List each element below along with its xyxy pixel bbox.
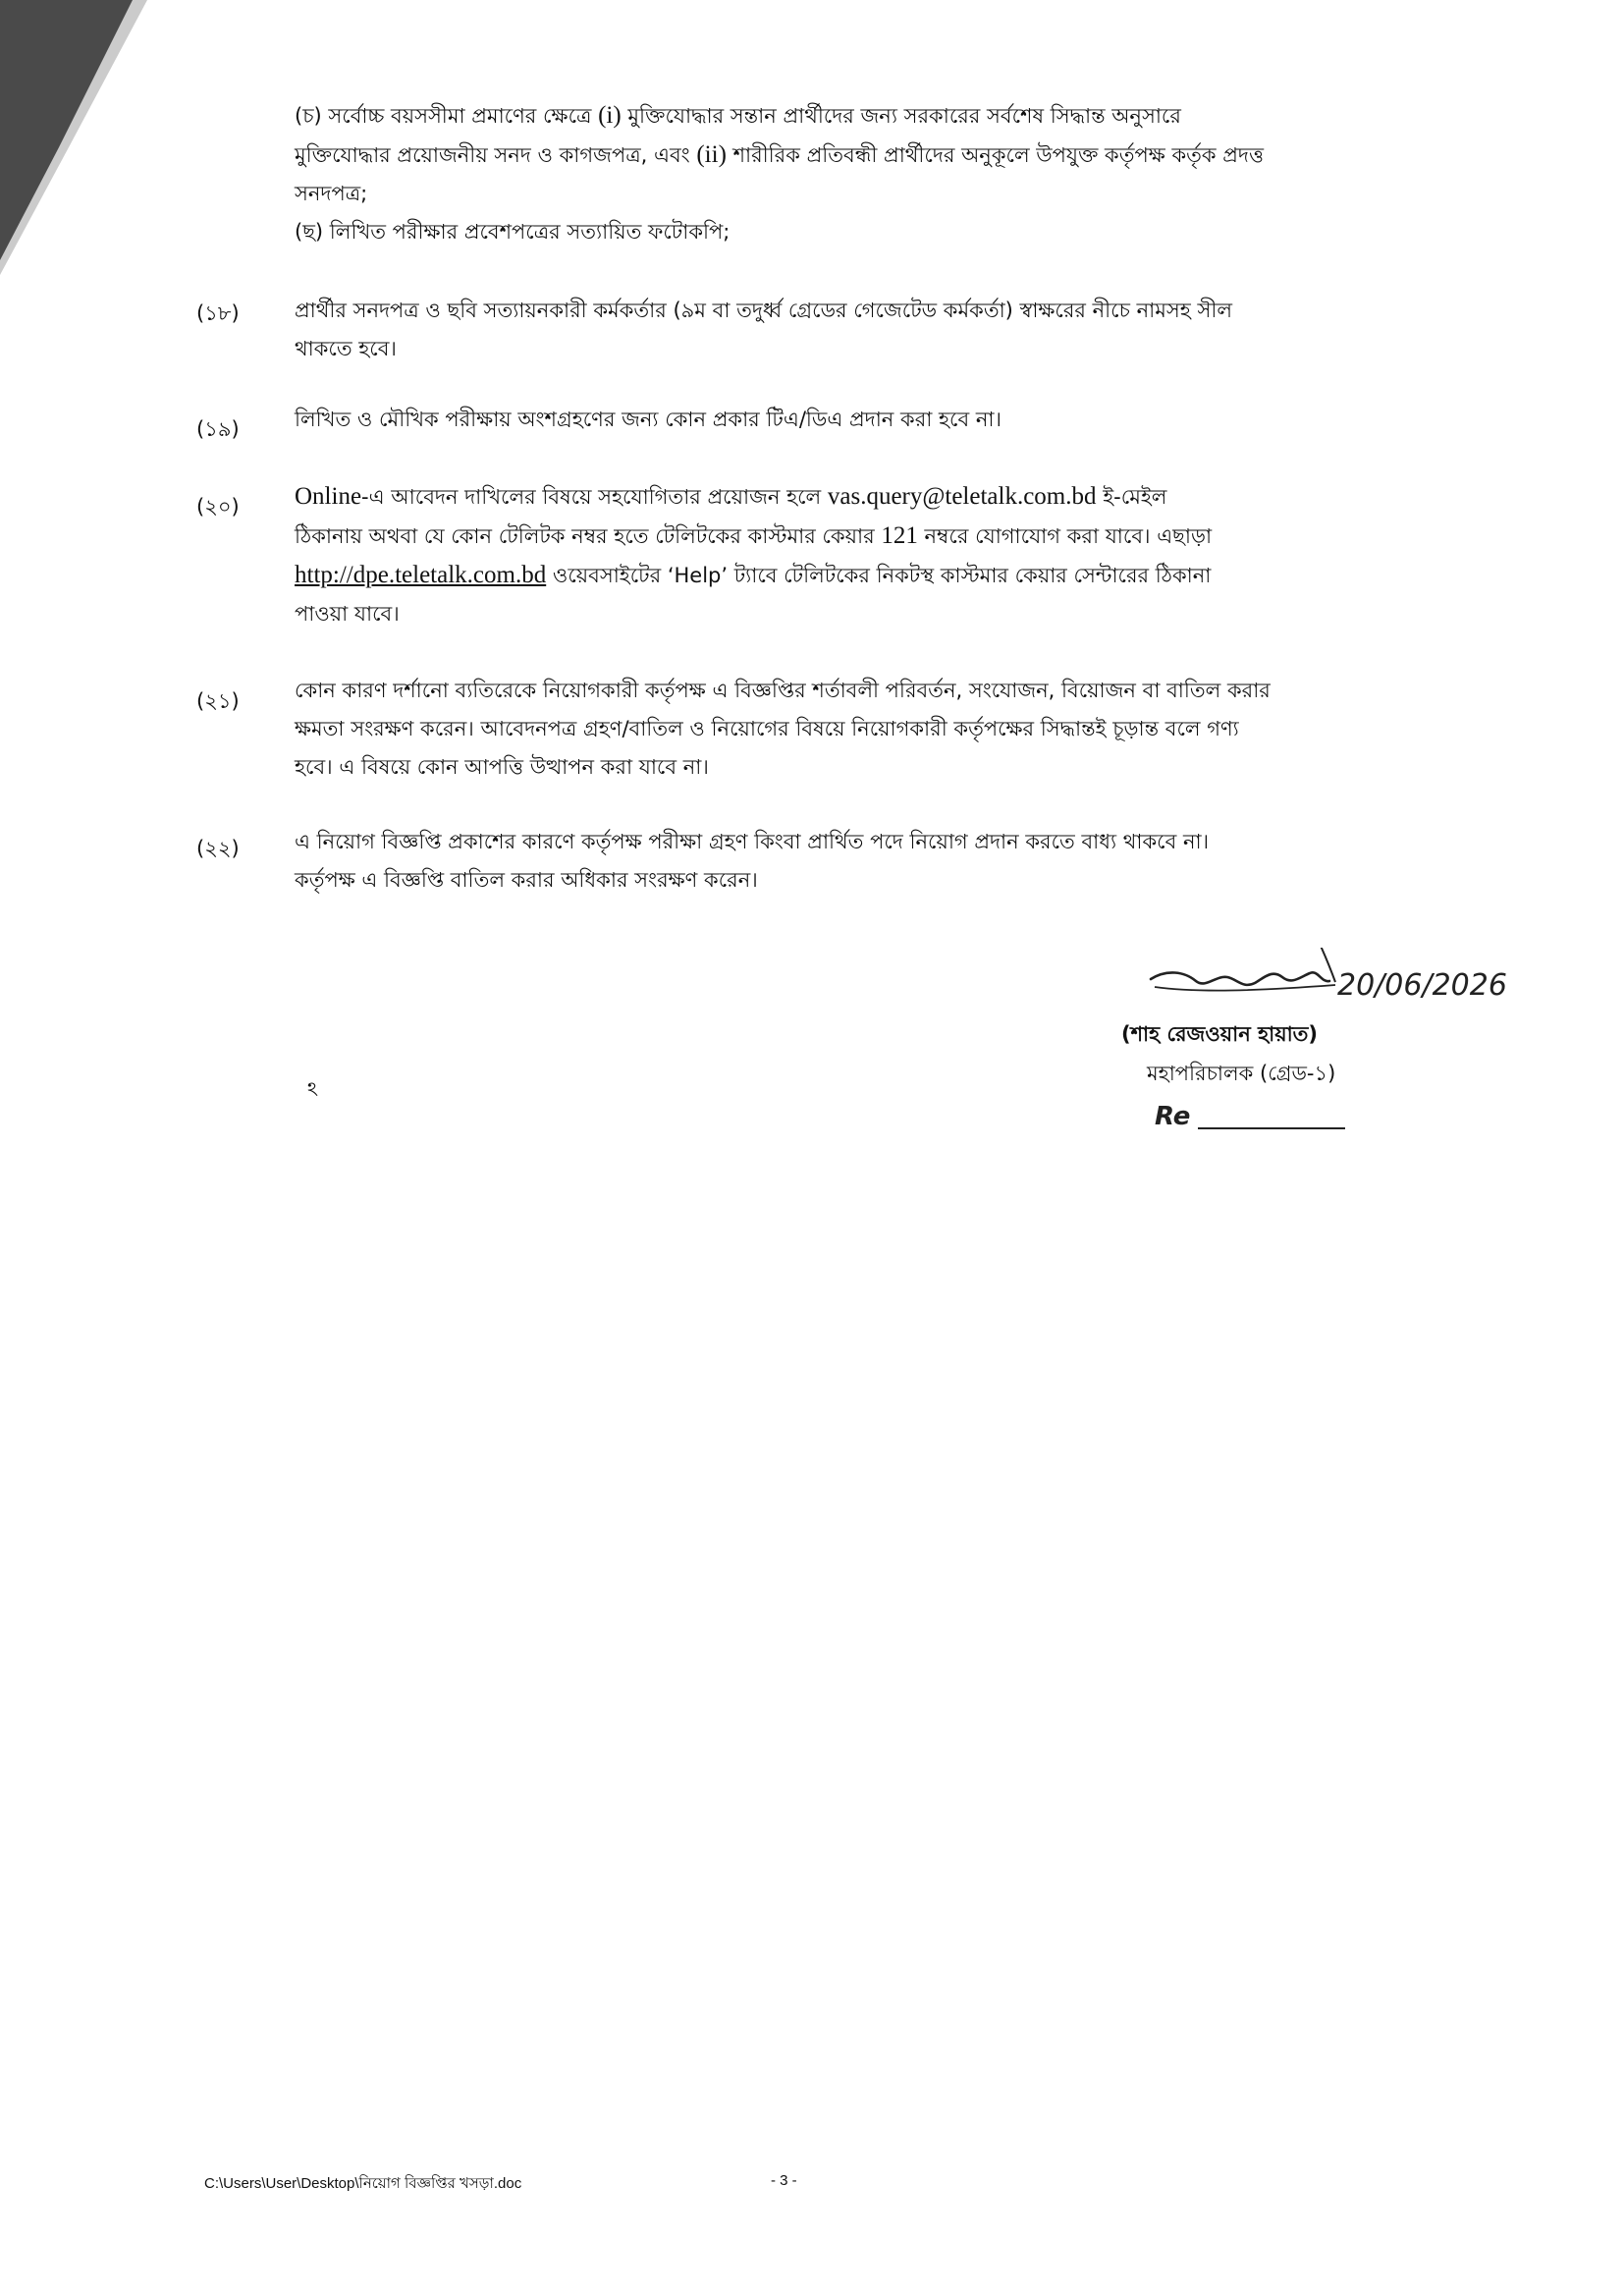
svg-text:Re: Re: [1155, 1102, 1191, 1131]
handwritten-initials: [1149, 1093, 1345, 1142]
clause-cha-line-1: (চ) সর্বোচ্চ বয়সসীমা প্রমাণের ক্ষেত্রে (i) মুক্তিযোদ্ধার সন্তান প্রার্থীদের জন্য সরকারের সর্বশেষ সিদ্ধান্ত অনুসারে: [295, 102, 1181, 129]
signature-date: 20/06/2026: [1337, 968, 1507, 1003]
item-number-22: (২২): [196, 837, 240, 860]
clause-cha-line-3: সনদপত্র;: [295, 182, 368, 205]
stray-mark: ঽ: [307, 1077, 318, 1101]
signature-block: [1090, 957, 1581, 1154]
clause-chha-line-1: (ছ) লিখিত পরীক্ষার প্রবেশপত্রের সত্যায়িত ফটোকপি;: [295, 220, 731, 244]
item-21-text: কোন কারণ দর্শানো ব্যতিরেকে নিয়োগকারী কর্তৃপক্ষ এ বিজ্ঞপ্তির শর্তাবলী পরিবর্তন, সংযোজন, বিয়োজন বা বাতিল করার ক্ষমতা সংরক্ষণ করেন। আবেদনপত্র গ্রহণ/বাতিল ও নিয়োগের বিষয়ে নিয়োগকারী কর্তৃপক্ষের সিদ্ধান্তই চূড়ান্ত বলে গণ্য হবে। এ বিষয়ে কোন আপত্তি উত্থাপন করা যাবে না।: [295, 679, 1271, 779]
clause-cha: [295, 96, 1463, 251]
footer-page-number: - 3 -: [771, 2172, 797, 2189]
item-20-text: Online-এ আবেদন দাখিলের বিষয়ে সহযোগিতার প্রয়োজন হলে vas.query@teletalk.com.bd ই-মেইল ঠিকানায় অথবা যে কোন টেলিটক নম্বর হতে টেলিটকের কাস্টমার কেয়ার 121 নম্বরে যোগাযোগ করা যাবে। এছাড়া http://dpe.teletalk.com.bd ওয়েবসাইটের ‘Help’ ট্যাবে টেলিটকের নিকটস্থ কাস্টমার কেয়ার সেন্টারের ঠিকানা পাওয়া যাবে।: [295, 483, 1213, 626]
dpe-teletalk-link[interactable]: http://dpe.teletalk.com.bd: [295, 562, 547, 588]
item-number-19: (১৯): [196, 417, 240, 441]
clause-cha-line-2: মুক্তিযোদ্ধার প্রয়োজনীয় সনদ ও কাগজপত্র, এবং (ii) শারীরিক প্রতিবন্ধী প্রার্থীদের অনুকূলে উপযুক্ত কর্তৃপক্ষ কর্তৃক প্রদত্ত: [295, 141, 1264, 168]
item-19-text: লিখিত ও মৌখিক পরীক্ষায় অংশগ্রহণের জন্য কোন প্রকার টিএ/ডিএ প্রদান করা হবে না।: [295, 408, 1001, 431]
item-number-21: (২১): [196, 689, 240, 713]
signatory-title: মহাপরিচালক (গ্রেড-১): [1147, 1062, 1336, 1085]
item-number-18: (১৮): [196, 301, 240, 325]
item-18-text: প্রার্থীর সনদপত্র ও ছবি সত্যায়নকারী কর্মকর্তার (৯ম বা তদুর্ধ্ব গ্রেডের গেজেটেড কর্মকর্তা) স্বাক্ষরের নীচে নামসহ সীল থাকতে হবে।: [295, 299, 1233, 360]
scan-corner-shadow: [0, 0, 147, 275]
footer-file-path: C:\Users\User\Desktop\নিয়োগ বিজ্ঞপ্তির খসড়া.doc: [204, 2175, 522, 2192]
email-link[interactable]: vas.query@teletalk.com.bd: [827, 483, 1097, 510]
signatory-name: (শাহ রেজওয়ান হায়াত): [1121, 1022, 1319, 1046]
item-number-20: (২০): [196, 495, 240, 519]
handwritten-signature: [1090, 948, 1581, 1026]
item-22-text: এ নিয়োগ বিজ্ঞপ্তি প্রকাশের কারণে কর্তৃপক্ষ পরীক্ষা গ্রহণ কিংবা প্রার্থিত পদে নিয়োগ প্রদান করতে বাধ্য থাকবে না। কর্তৃপক্ষ এ বিজ্ঞপ্তি বাতিল করার অধিকার সংরক্ষণ করেন।: [295, 830, 1210, 892]
